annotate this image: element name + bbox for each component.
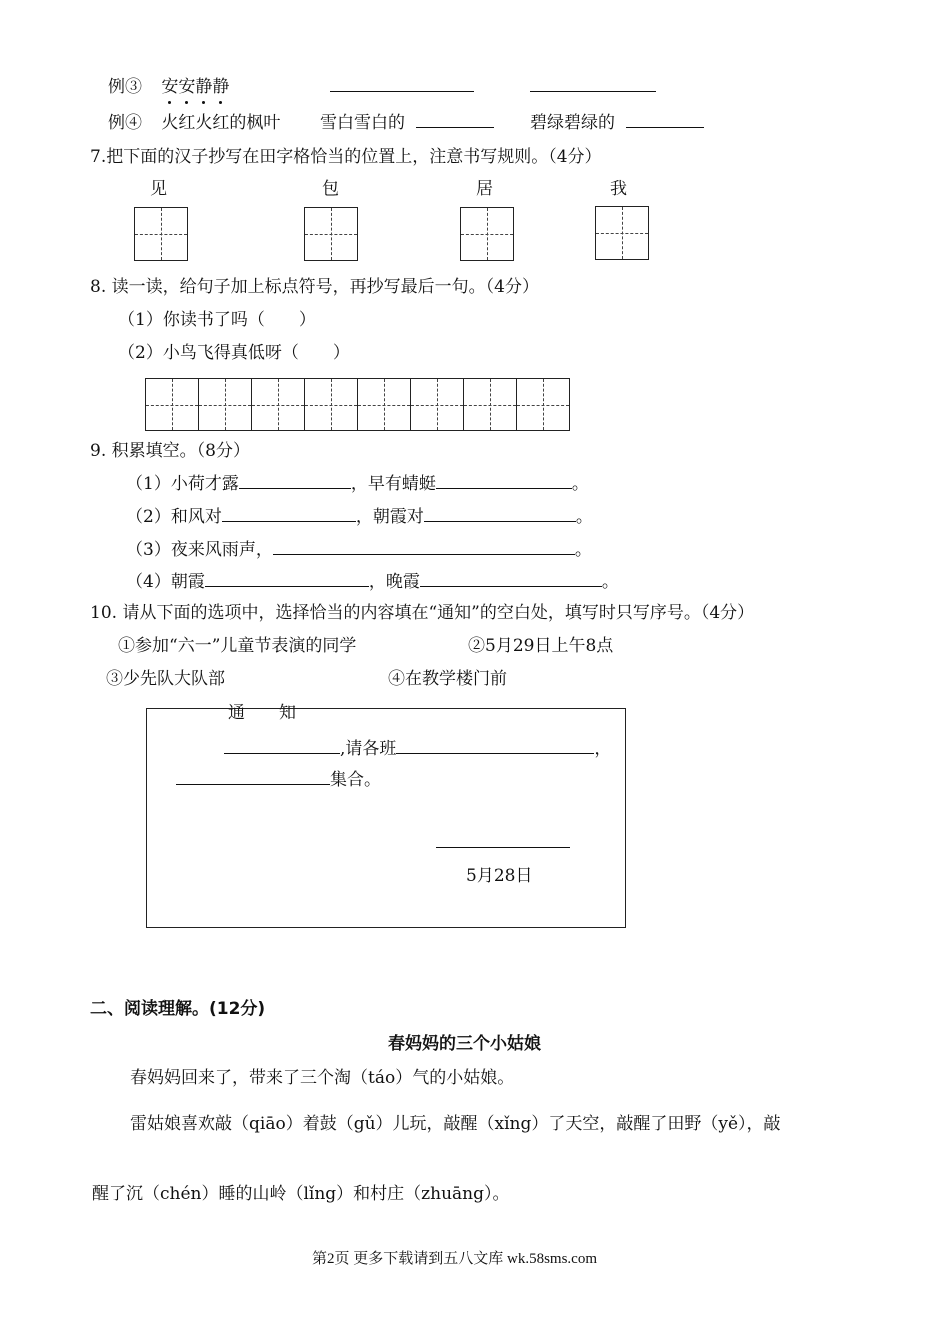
q7-char-2: 包	[322, 179, 339, 199]
example3-word: 安安静静	[161, 72, 229, 97]
q9-line-2	[126, 502, 593, 527]
notice-line-2	[176, 765, 381, 790]
notice-signature-blank[interactable]	[436, 832, 570, 848]
q9-line1-text-a: （1）小荷才露	[126, 474, 239, 494]
q7-char-4: 我	[610, 179, 627, 199]
q8-sentence-2: （2）小鸟飞得真低呀（ ）	[118, 343, 350, 363]
q9-line4-end: 。	[601, 572, 619, 592]
tianzige-box-1[interactable]	[134, 207, 188, 261]
example4-word: 火红火红的枫叶	[161, 113, 281, 133]
example3-blank-1[interactable]	[330, 76, 474, 92]
q9-title: 9. 积累填空。（8分）	[90, 441, 250, 461]
q9-blank[interactable]	[273, 539, 575, 555]
q9-blank[interactable]	[436, 473, 572, 489]
q10-option-4: ④在教学楼门前	[388, 669, 507, 689]
grid-cell[interactable]	[463, 378, 517, 431]
q9-blank[interactable]	[239, 473, 351, 489]
q9-line3-text-a: （3）夜来风雨声，	[126, 540, 273, 560]
story-paragraph-3: 醒了沉（chén）睡的山岭（lǐng）和村庄（zhuāng）。	[92, 1184, 510, 1204]
notice-blank-1[interactable]	[224, 738, 340, 754]
grid-cell[interactable]	[251, 378, 305, 431]
example3-blank-2[interactable]	[530, 76, 656, 92]
page-footer: 第2页 更多下载请到五八文库 wk.58sms.com	[312, 1251, 598, 1267]
q9-blank[interactable]	[424, 506, 576, 522]
q10-title: 10. 请从下面的选项中，选择恰当的内容填在“通知”的空白处，填写时只写序号。（4分）	[90, 603, 755, 623]
story-title: 春妈妈的三个小姑娘	[388, 1034, 541, 1054]
grid-cell[interactable]	[145, 378, 199, 431]
notice-comma: ，	[594, 739, 612, 759]
notice-date: 5月28日	[466, 866, 533, 886]
q9-blank[interactable]	[420, 571, 602, 587]
tianzige-box-3[interactable]	[460, 207, 514, 261]
grid-cell[interactable]	[516, 378, 570, 431]
notice-text-end: 集合。	[330, 770, 381, 790]
grid-cell[interactable]	[410, 378, 464, 431]
story-paragraph-2: 雷姑娘喜欢敲（qiāo）着鼓（gǔ）儿玩，敲醒（xǐng）了天空，敲醒了田野（yě），敲	[130, 1114, 781, 1134]
q9-line2-text-b: ，朝霞对	[355, 507, 424, 527]
q8-writing-grid[interactable]	[146, 378, 570, 431]
q10-option-3: ③少先队大队部	[106, 669, 225, 689]
q9-blank[interactable]	[222, 506, 356, 522]
q9-line1-end: 。	[571, 474, 589, 494]
example4-label: 例④	[108, 113, 142, 133]
q9-line4-text-a: （4）朝霞	[126, 572, 205, 592]
q9-line2-text-a: （2）和风对	[126, 507, 222, 527]
q9-line2-end: 。	[575, 507, 593, 527]
example4-item3: 碧绿碧绿的	[530, 113, 615, 133]
grid-cell[interactable]	[198, 378, 252, 431]
story-paragraph-1: 春妈妈回来了，带来了三个淘（táo）气的小姑娘。	[130, 1068, 515, 1088]
notice-blank-2[interactable]	[396, 738, 594, 754]
notice-text-mid: ,请各班	[340, 739, 397, 759]
q9-line-1	[126, 469, 589, 494]
q7-char-1: 见	[150, 179, 167, 199]
q9-line3-end: 。	[574, 540, 592, 560]
notice-title: 通 知	[228, 703, 296, 723]
notice-line-1	[224, 734, 611, 759]
q7-char-3: 居	[476, 179, 493, 199]
q6-example4	[108, 108, 280, 133]
tianzige-box-4[interactable]	[595, 206, 649, 260]
grid-cell[interactable]	[304, 378, 358, 431]
example4-blank-2[interactable]	[416, 112, 494, 128]
notice-blank-3[interactable]	[176, 769, 330, 785]
q9-blank[interactable]	[205, 571, 369, 587]
q9-line4-text-b: ，晚霞	[368, 572, 420, 592]
grid-cell[interactable]	[357, 378, 411, 431]
q9-line1-text-b: ，早有蜻蜓	[350, 474, 436, 494]
q10-option-2: ②5月29日上午8点	[468, 636, 614, 656]
q8-title: 8. 读一读，给句子加上标点符号，再抄写最后一句。（4分）	[90, 277, 539, 297]
q6-example3	[108, 72, 229, 97]
q8-sentence-1: （1）你读书了吗（ ）	[118, 310, 316, 330]
q9-line-3	[126, 535, 592, 560]
q10-option-1: ①参加“六一”儿童节表演的同学	[118, 636, 357, 656]
q9-line-4	[126, 567, 619, 592]
q7-title: 7.把下面的汉子抄写在田字格恰当的位置上，注意书写规则。（4分）	[90, 147, 602, 167]
tianzige-box-2[interactable]	[304, 207, 358, 261]
example4-blank-3[interactable]	[626, 112, 704, 128]
example4-item2: 雪白雪白的	[320, 113, 405, 133]
section2-heading: 二、阅读理解。(12分)	[90, 999, 266, 1019]
example3-label: 例③	[108, 77, 142, 97]
